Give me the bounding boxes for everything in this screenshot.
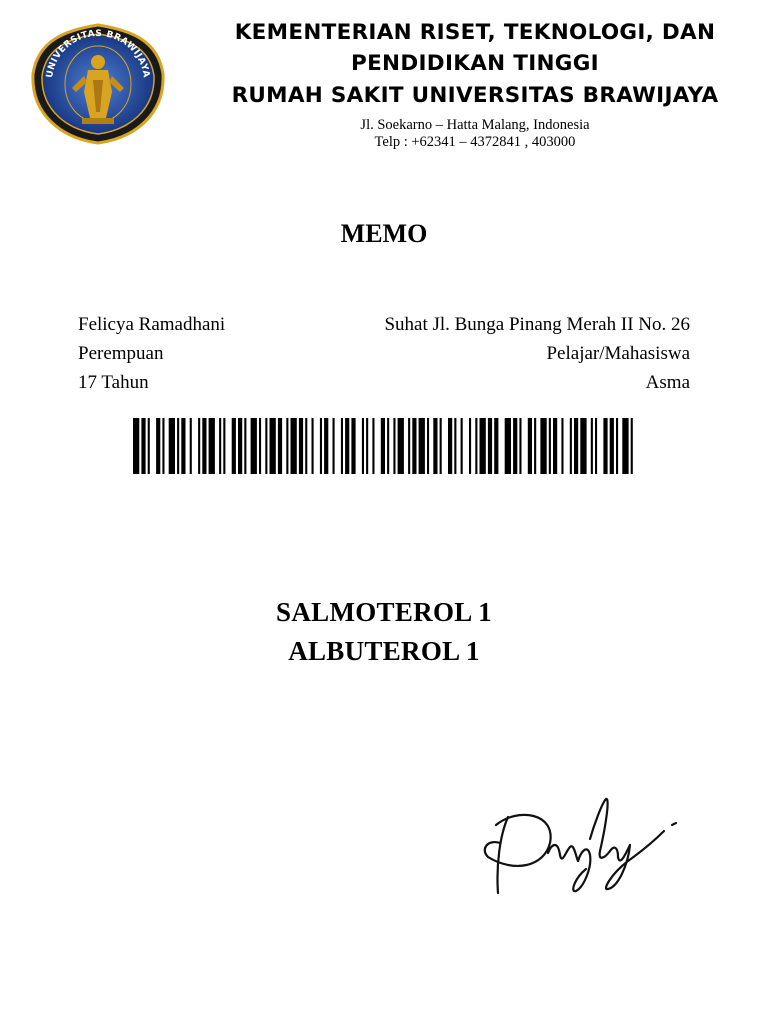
university-seal-icon: [30, 22, 166, 146]
ministry-title-line2: PENDIDIKAN TINGGI: [351, 51, 599, 76]
memo-title: MEMO: [340, 219, 428, 248]
patient-diagnosis: Asma: [645, 372, 690, 393]
prescription-item-2: ALBUTEROL 1: [288, 636, 480, 666]
barcode-icon: [133, 418, 635, 474]
patient-age: 17 Tahun: [78, 372, 149, 393]
ministry-title-line1: KEMENTERIAN RISET, TEKNOLOGI, DAN: [234, 20, 716, 45]
patient-occupation: Pelajar/Mahasiswa: [546, 343, 690, 364]
hospital-name: RUMAH SAKIT UNIVERSITAS BRAWIJAYA: [231, 83, 719, 108]
logo-text: UNIVERSITAS BRAWIJAYA: [45, 28, 151, 79]
hospital-phone: Telp : +62341 – 4372841 , 403000: [374, 134, 576, 150]
prescription-item-1: SALMOTEROL 1: [276, 597, 492, 627]
patient-gender: Perempuan: [78, 343, 164, 364]
hospital-address: Jl. Soekarno – Hatta Malang, Indonesia: [360, 117, 590, 133]
patient-address: Suhat Jl. Bunga Pinang Merah II No. 26: [384, 314, 690, 335]
patient-name: Felicya Ramadhani: [78, 314, 226, 335]
handwritten-signature-icon: [478, 795, 688, 900]
